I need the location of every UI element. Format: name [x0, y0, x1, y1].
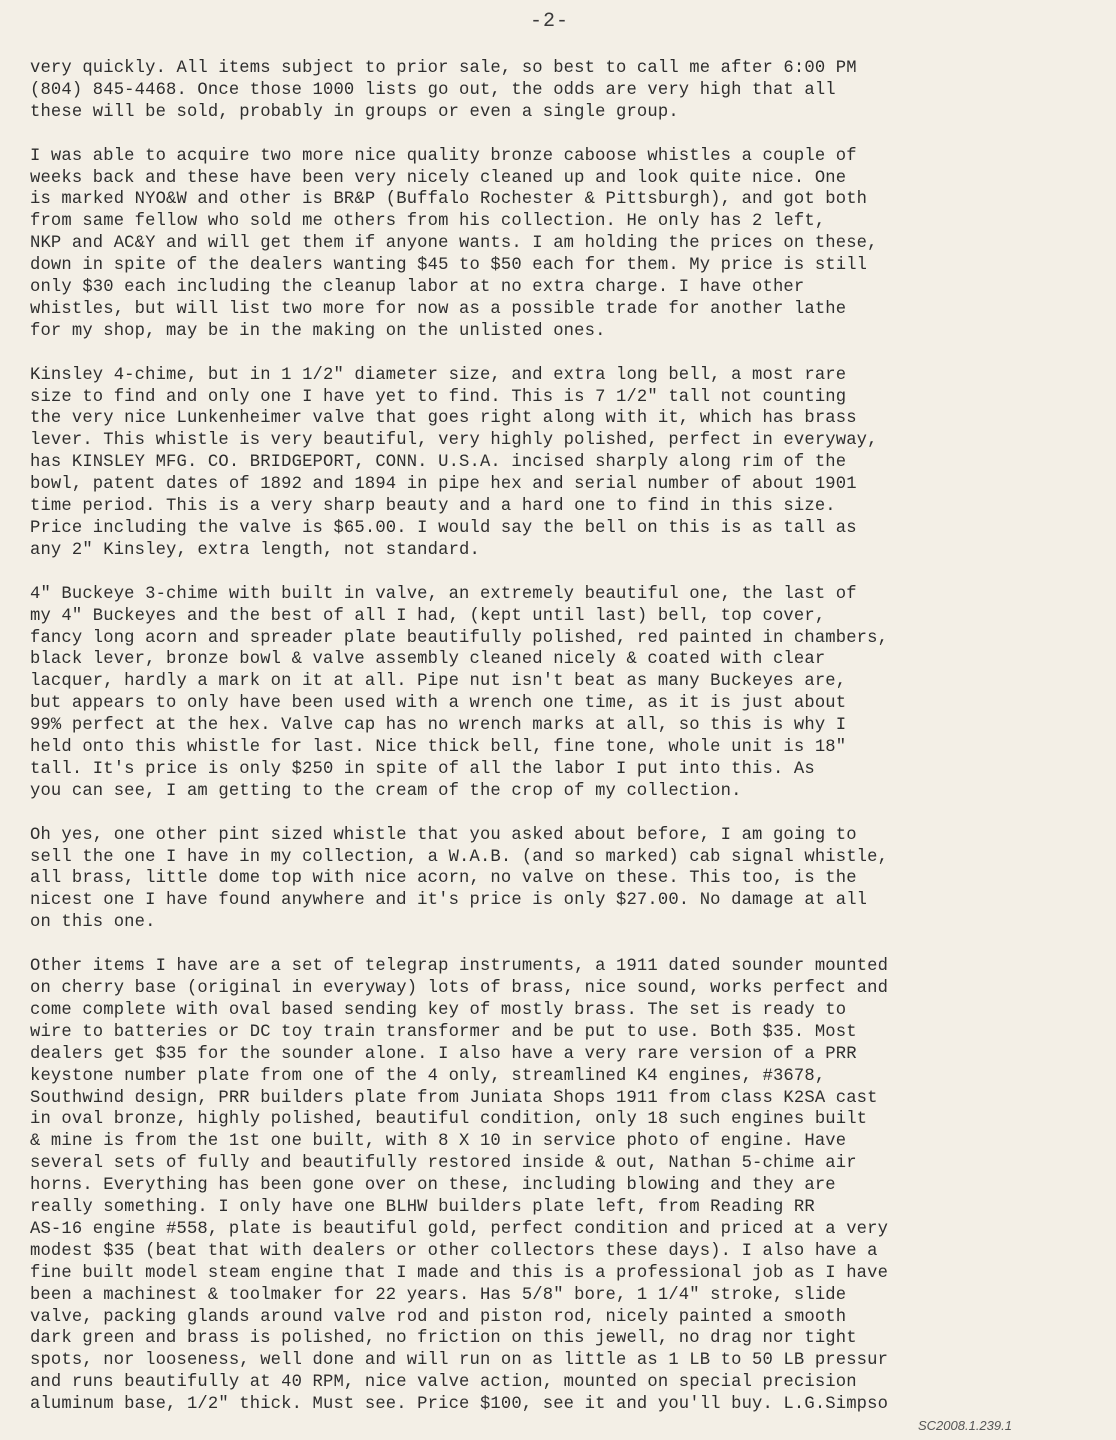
text-line: bowl, patent dates of 1892 and 1894 in pipe hex and serial number of about 1901 — [30, 475, 857, 495]
paragraph — [30, 584, 1110, 803]
letter-body — [30, 58, 1110, 1438]
text-line: in oval bronze, highly polished, beautiful condition, only 18 such engines built — [30, 1110, 868, 1130]
text-line: weeks back and these have been very nicely cleaned up and look quite nice. One — [30, 168, 847, 188]
text-line: tall. It's price is only $250 in spite of all the labor I put into this. As — [30, 759, 815, 779]
text-line: spots, nor looseness, well done and will run on as little as 1 LB to 50 LB pressur — [30, 1351, 889, 1371]
text-line: I was able to acquire two more nice quality bronze caboose whistles a couple of — [30, 146, 857, 166]
text-line: modest $35 (beat that with dealers or other collectors these days). I also have a — [30, 1241, 878, 1261]
paragraph — [30, 825, 1110, 935]
text-line: horns. Everything has been gone over on these, including blowing and they are — [30, 1176, 836, 1196]
text-line: (804) 845-4468. Once those 1000 lists go out, the odds are very high that all — [30, 80, 836, 100]
text-line: 99% perfect at the hex. Valve cap has no wrench marks at all, so this is why I — [30, 716, 847, 736]
text-line: Price including the valve is $65.00. I would say the bell on this is as tall as — [30, 519, 857, 538]
text-line: Southwind design, PRR builders plate from Juniata Shops 1911 from class K2SA cast — [30, 1088, 878, 1108]
text-line: NKP and AC&Y and will get them if anyone wants. I am holding the prices on these, — [30, 234, 878, 254]
text-line: from same fellow who sold me others from his collection. He only has 2 left, — [30, 212, 826, 232]
text-line: you can see, I am getting to the cream of the crop of my collection. — [30, 781, 742, 801]
text-line: Kinsley 4-chime, but in 1 1/2" diameter size, and extra long bell, a most rare — [30, 365, 847, 385]
text-line: Other items I have are a set of telegrap instruments, a 1911 dated sounder mounted — [30, 957, 889, 977]
text-line: dealers get $35 for the sounder alone. I also have a very rare version of a PRR — [30, 1044, 857, 1064]
text-line: any 2" Kinsley, extra length, not standard. — [30, 540, 480, 560]
text-line: these will be sold, probably in groups or even a single group. — [30, 102, 679, 122]
text-line: wire to batteries or DC toy train transformer and be put to use. Both $35. Most — [30, 1022, 857, 1042]
text-line: all brass, little dome top with nice acorn, no valve on these. This too, is the — [30, 869, 857, 889]
paragraph — [30, 365, 1110, 562]
page-number: -2- — [530, 10, 570, 33]
text-line: is marked NYO&W and other is BR&P (Buffalo Rochester & Pittsburgh), and got both — [30, 190, 868, 210]
text-line: Oh yes, one other pint sized whistle that you asked about before, I am going to — [30, 825, 857, 845]
text-line: been a machinest & toolmaker for 22 years. Has 5/8" bore, 1 1/4" stroke, slide — [30, 1285, 847, 1305]
text-line: & mine is from the 1st one built, with 8 X 10 in service photo of engine. Have — [30, 1132, 847, 1152]
text-line: whistles, but will list two more for now as a possible trade for another lathe — [30, 299, 847, 319]
text-line: AS-16 engine #558, plate is beautiful gold, perfect condition and priced at a very — [30, 1219, 889, 1239]
text-line: really something. I only have one BLHW builders plate left, from Reading RR — [30, 1198, 815, 1218]
text-line: time period. This is a very sharp beauty and a hard one to find in this size. — [30, 497, 836, 517]
text-line: the very nice Lunkenheimer valve that goes right along with it, which has brass — [30, 409, 857, 429]
text-line: for my shop, may be in the making on the unlisted ones. — [30, 321, 606, 341]
text-line: and runs beautifully at 40 RPM, nice valve action, mounted on special precision — [30, 1373, 857, 1393]
archive-accession-number: SC2008.1.239.1 — [918, 1418, 1012, 1433]
paragraph — [30, 146, 1110, 343]
text-line: 4" Buckeye 3-chime with built in valve, an extremely beautiful one, the last of — [30, 584, 857, 604]
text-line: has KINSLEY MFG. CO. BRIDGEPORT, CONN. U.S.A. incised sharply along rim of the — [30, 453, 847, 473]
text-line: size to find and only one I have yet to find. This is 7 1/2" tall not counting — [30, 387, 847, 407]
text-line: on this one. — [30, 913, 156, 933]
paragraph — [30, 58, 1110, 124]
text-line: dark green and brass is polished, no friction on this jewell, no drag nor tight — [30, 1329, 857, 1349]
text-line: keystone number plate from one of the 4 only, streamlined K4 engines, #3678, — [30, 1066, 826, 1086]
text-line: held onto this whistle for last. Nice thick bell, fine tone, whole unit is 18" — [30, 738, 847, 758]
text-line: aluminum base, 1/2" thick. Must see. Price $100, see it and you'll buy. L.G.Simpso — [30, 1395, 889, 1415]
text-line: down in spite of the dealers wanting $45 to $50 each for them. My price is still — [30, 256, 868, 276]
text-line: my 4" Buckeyes and the best of all I had, (kept until last) bell, top cover, — [30, 606, 826, 626]
text-line: come complete with oval based sending key of mostly brass. The set is ready to — [30, 1000, 847, 1020]
text-line: black lever, bronze bowl & valve assembly cleaned nicely & coated with clear — [30, 650, 826, 670]
text-line: lacquer, hardly a mark on it at all. Pipe nut isn't beat as many Buckeyes are, — [30, 672, 847, 692]
text-line: valve, packing glands around valve rod and piston rod, nicely painted a smooth — [30, 1307, 847, 1327]
text-line: fancy long acorn and spreader plate beautifully polished, red painted in chambers, — [30, 628, 889, 648]
text-line: nicest one I have found anywhere and it's price is only $27.00. No damage at all — [30, 891, 868, 911]
text-line: fine built model steam engine that I made and this is a professional job as I have — [30, 1263, 889, 1283]
text-line: very quickly. All items subject to prior sale, so best to call me after 6:00 PM — [30, 59, 857, 78]
text-line: but appears to only have been used with a wrench one time, as it is just about — [30, 694, 847, 714]
text-line: on cherry base (original in everyway) lots of brass, nice sound, works perfect and — [30, 978, 889, 998]
text-line: sell the one I have in my collection, a W.A.B. (and so marked) cab signal whistle, — [30, 847, 889, 867]
text-line: lever. This whistle is very beautiful, very highly polished, perfect in everyway, — [30, 431, 878, 451]
text-line: several sets of fully and beautifully restored inside & out, Nathan 5-chime air — [30, 1154, 857, 1174]
paragraph — [30, 956, 1110, 1416]
text-line: only $30 each including the cleanup labor at no extra charge. I have other — [30, 278, 805, 298]
